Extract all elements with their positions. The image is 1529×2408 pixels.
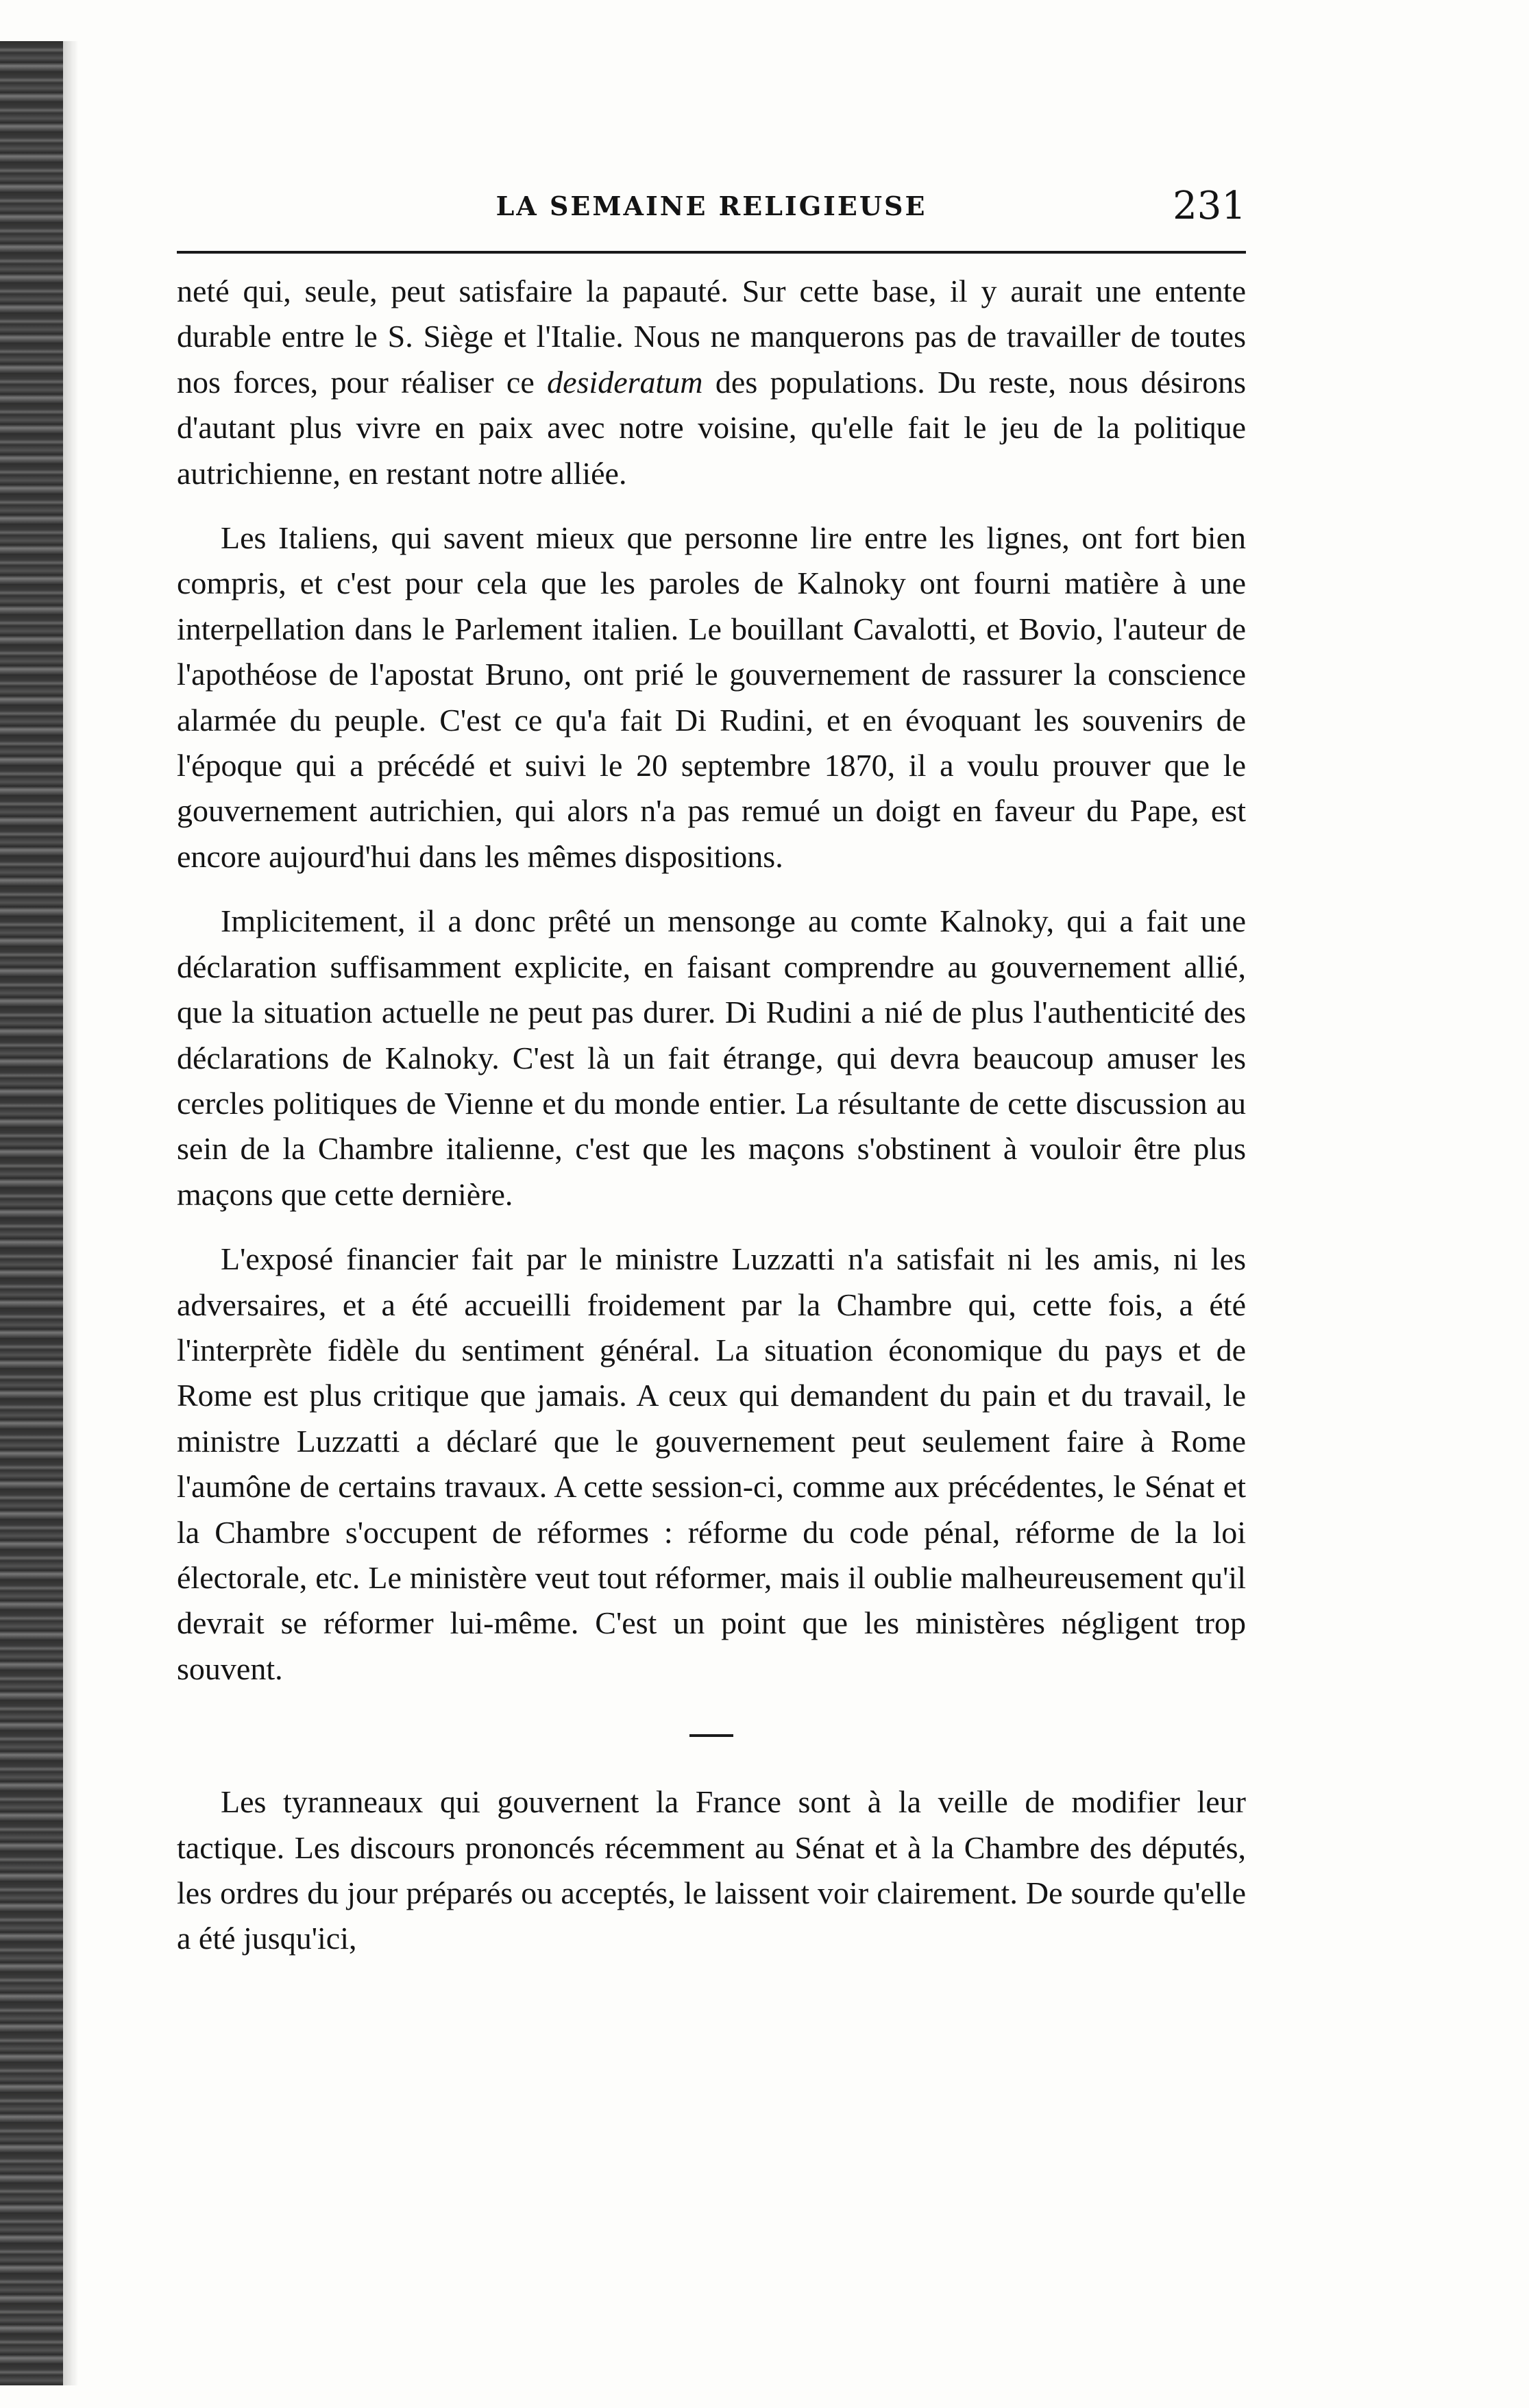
paragraph-1-text-after: des populations. Du reste, nous désirons d'autant plus vivre en paix avec notre voisine, qu'elle fait le jeu de la politique autrichienne, en restant notre alliée. bbox=[177, 364, 1246, 491]
paragraph-1-text-before: neté qui, seule, peut satisfaire la papauté. Sur cette base, il y aurait une entente durable entre le S. Siège et l'Italie. Nous ne manquerons pas de travailler de toutes nos forces, pour réaliser ce bbox=[177, 273, 1246, 400]
paragraph-4: L'exposé financier fait par le ministre Luzzatti n'a satisfait ni les amis, ni les adversaires, et a été accueilli froidement par la Chambre qui, cette fois, a été l'interprète fidèle du sentiment général. La situation économique du pays et de Rome est plus critique que jamais. A ceux qui demandent du pain et du travail, le ministre Luzzatti a déclaré que le gouvernement peut seulement faire à Rome l'aumône de certains travaux. A cette session-ci, comme aux précédentes, le Sénat et la Chambre s'occupent de réformes : réforme du code pénal, réforme de la loi électorale, etc. Le ministère veut tout réformer, mais il oublie malheureusement qu'il devrait se réformer lui-même. C'est un point que les ministères négligent trop souvent. bbox=[177, 1241, 1246, 1686]
running-head bbox=[177, 184, 1246, 239]
paragraph-1-italic-term: desideratum bbox=[547, 364, 703, 400]
paragraph-3: Implicitement, il a donc prêté un mensonge au comte Kalnoky, qui a fait une déclaration suffisamment explicite, en faisant comprendre au gouvernement allié, que la situation actuelle ne peut pas durer. Di Rudini a nié de plus l'authenticité des déclarations de Kalnoky. C'est là un fait étrange, qui devra beaucoup amuser les cercles politiques de Vienne et du monde entier. La résultante de cette discussion au sein de la Chambre italienne, c'est que les maçons s'obstinent à vouloir être plus maçons que cette dernière. bbox=[177, 903, 1246, 1212]
binding-edge-shadow bbox=[0, 41, 63, 2385]
header-rule bbox=[177, 251, 1246, 254]
paragraph-5: Les tyranneaux qui gouvernent la France sont à la veille de modifier leur tactique. Les discours prononcés récemment au Sénat et à la Chambre des députés, les ordres du jour préparés ou acceptés, le laissent voir clairement. De sourde qu'elle a été jusqu'ici, bbox=[177, 1784, 1246, 1956]
paragraph-1 bbox=[177, 269, 1246, 496]
paragraph-2: Les Italiens, qui savent mieux que personne lire entre les lignes, ont fort bien compris, et c'est pour cela que les paroles de Kalnoky ont fourni matière à une interpellation dans le Parlement italien. Le bouillant Cavalotti, et Bovio, l'auteur de l'apothéose de l'apostat Bruno, ont prié le gouvernement de rassurer la conscience alarmée du peuple. C'est ce qu'a fait Di Rudini, et en évoquant les souvenirs de l'époque qui a précédé et suivi le 20 septembre 1870, il a voulu prouver que le gouvernement autrichien, qui alors n'a pas remué un doigt en faveur du Pape, est encore aujourd'hui dans les mêmes dispositions. bbox=[177, 520, 1246, 874]
page-number: 231 bbox=[1173, 184, 1246, 228]
body-text bbox=[177, 269, 1246, 1981]
section-separator bbox=[689, 1734, 733, 1737]
running-title: LA SEMAINE RELIGIEUSE bbox=[496, 191, 927, 221]
